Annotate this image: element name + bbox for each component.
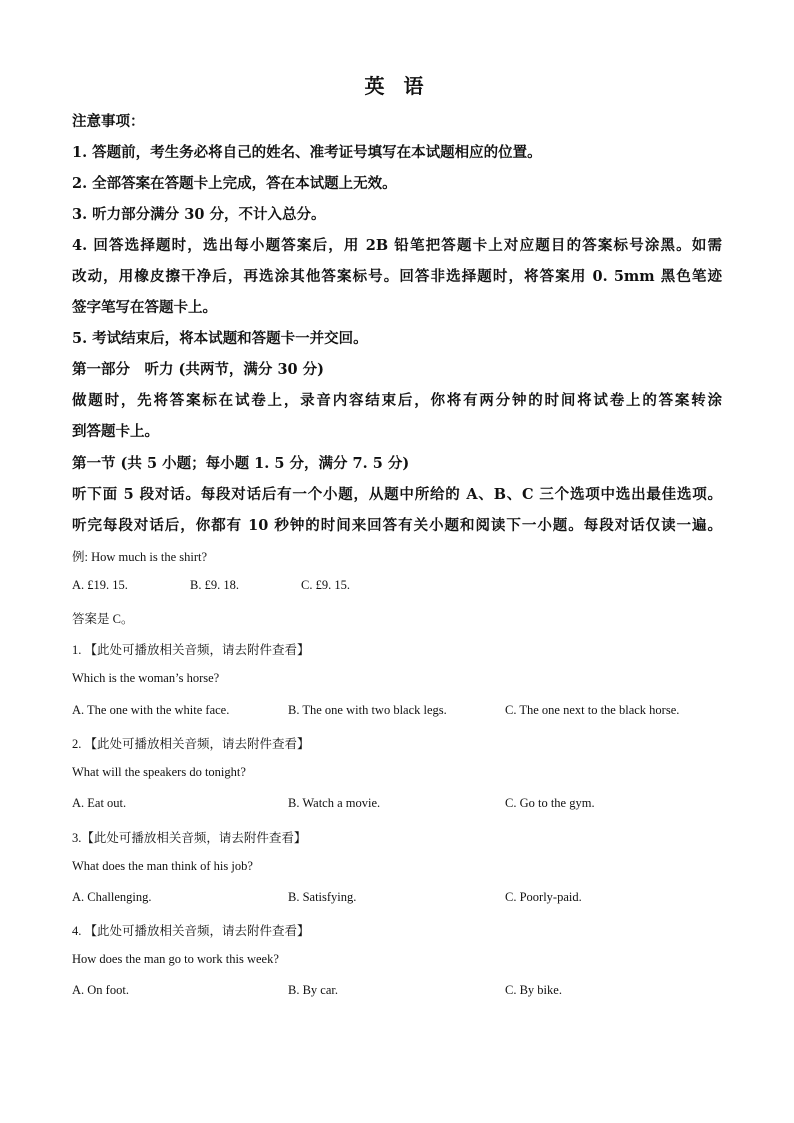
question-2-option-a: A. Eat out. [72,796,127,810]
question-2-label: 2. 【此处可播放相关音频，请去附件查看】 [72,737,310,751]
example-question: 例: How much is the shirt? [72,550,208,564]
notice-item-2: 2. 全部答案在答题卡上完成，答在本试题上无效。 [72,175,397,192]
section1-heading: 第一节 (共 5 小题；每小题 1. 5 分，满分 7. 5 分) [72,455,410,472]
notice-heading: 注意事项： [72,113,145,130]
question-4-text: How does the man go to work this week? [72,952,279,966]
question-1-option-c: C. The one next to the black horse. [505,703,680,717]
notice-item-3: 3. 听力部分满分 30 分，不计入总分。 [72,206,326,223]
question-3-label: 3.【此处可播放相关音频，请去附件查看】 [72,831,307,845]
notice-item-4-line-1: 4. 回答选择题时，选出每小题答案后，用 2B 铅笔把答题卡上对应题目的答案标号涂黑。如需 [72,237,722,254]
question-3-text: What does the man think of his job? [72,859,253,873]
notice-item-4-line-3: 签字笔写在答题卡上。 [72,299,217,316]
question-4-label: 4. 【此处可播放相关音频，请去附件查看】 [72,924,310,938]
question-4-option-a: A. On foot. [72,983,129,997]
question-1-text: Which is the woman’s horse? [72,671,220,685]
question-3-option-a: A. Challenging. [72,890,152,904]
notice-item-1: 1. 答题前，考生务必将自己的姓名、准考证号填写在本试题相应的位置。 [72,144,542,161]
question-1-option-b: B. The one with two black legs. [288,703,447,717]
part1-intro-line-1: 做题时，先将答案标在试卷上，录音内容结束后，你将有两分钟的时间将试卷上的答案转涂 [72,392,722,409]
part1-intro-line-2: 到答题卡上。 [72,423,159,440]
question-4-option-c: C. By bike. [505,983,562,997]
section1-instruction-2: 听完每段对话后，你都有 10 秒钟的时间来回答有关小题和阅读下一小题。每段对话仅读一遍。 [72,517,722,534]
question-4-option-b: B. By car. [288,983,338,997]
page-title: 英 语 [364,74,430,98]
part1-heading: 第一部分 听力 (共两节，满分 30 分) [72,361,325,378]
notice-item-4-line-2: 改动，用橡皮擦干净后，再选涂其他答案标号。回答非选择题时，将答案用 0. 5mm 黑色笔迹 [72,268,722,285]
question-2-text: What will the speakers do tonight? [72,765,246,779]
question-1-label: 1. 【此处可播放相关音频，请去附件查看】 [72,643,310,657]
section1-instruction-1: 听下面 5 段对话。每段对话后有一个小题，从题中所给的 A、B、C 三个选项中选出最佳选项。 [72,486,722,503]
question-2-option-c: C. Go to the gym. [505,796,595,810]
question-3-option-b: B. Satisfying. [288,890,357,904]
question-2-option-b: B. Watch a movie. [288,796,381,810]
example-option-b: B. £9. 18. [190,578,239,592]
example-option-a: A. £19. 15. [72,578,128,592]
question-3-option-c: C. Poorly-paid. [505,890,582,904]
example-answer: 答案是 C。 [72,612,134,626]
example-option-c: C. £9. 15. [301,578,350,592]
notice-item-5: 5. 考试结束后，将本试题和答题卡一并交回。 [72,330,368,347]
question-1-option-a: A. The one with the white face. [72,703,230,717]
